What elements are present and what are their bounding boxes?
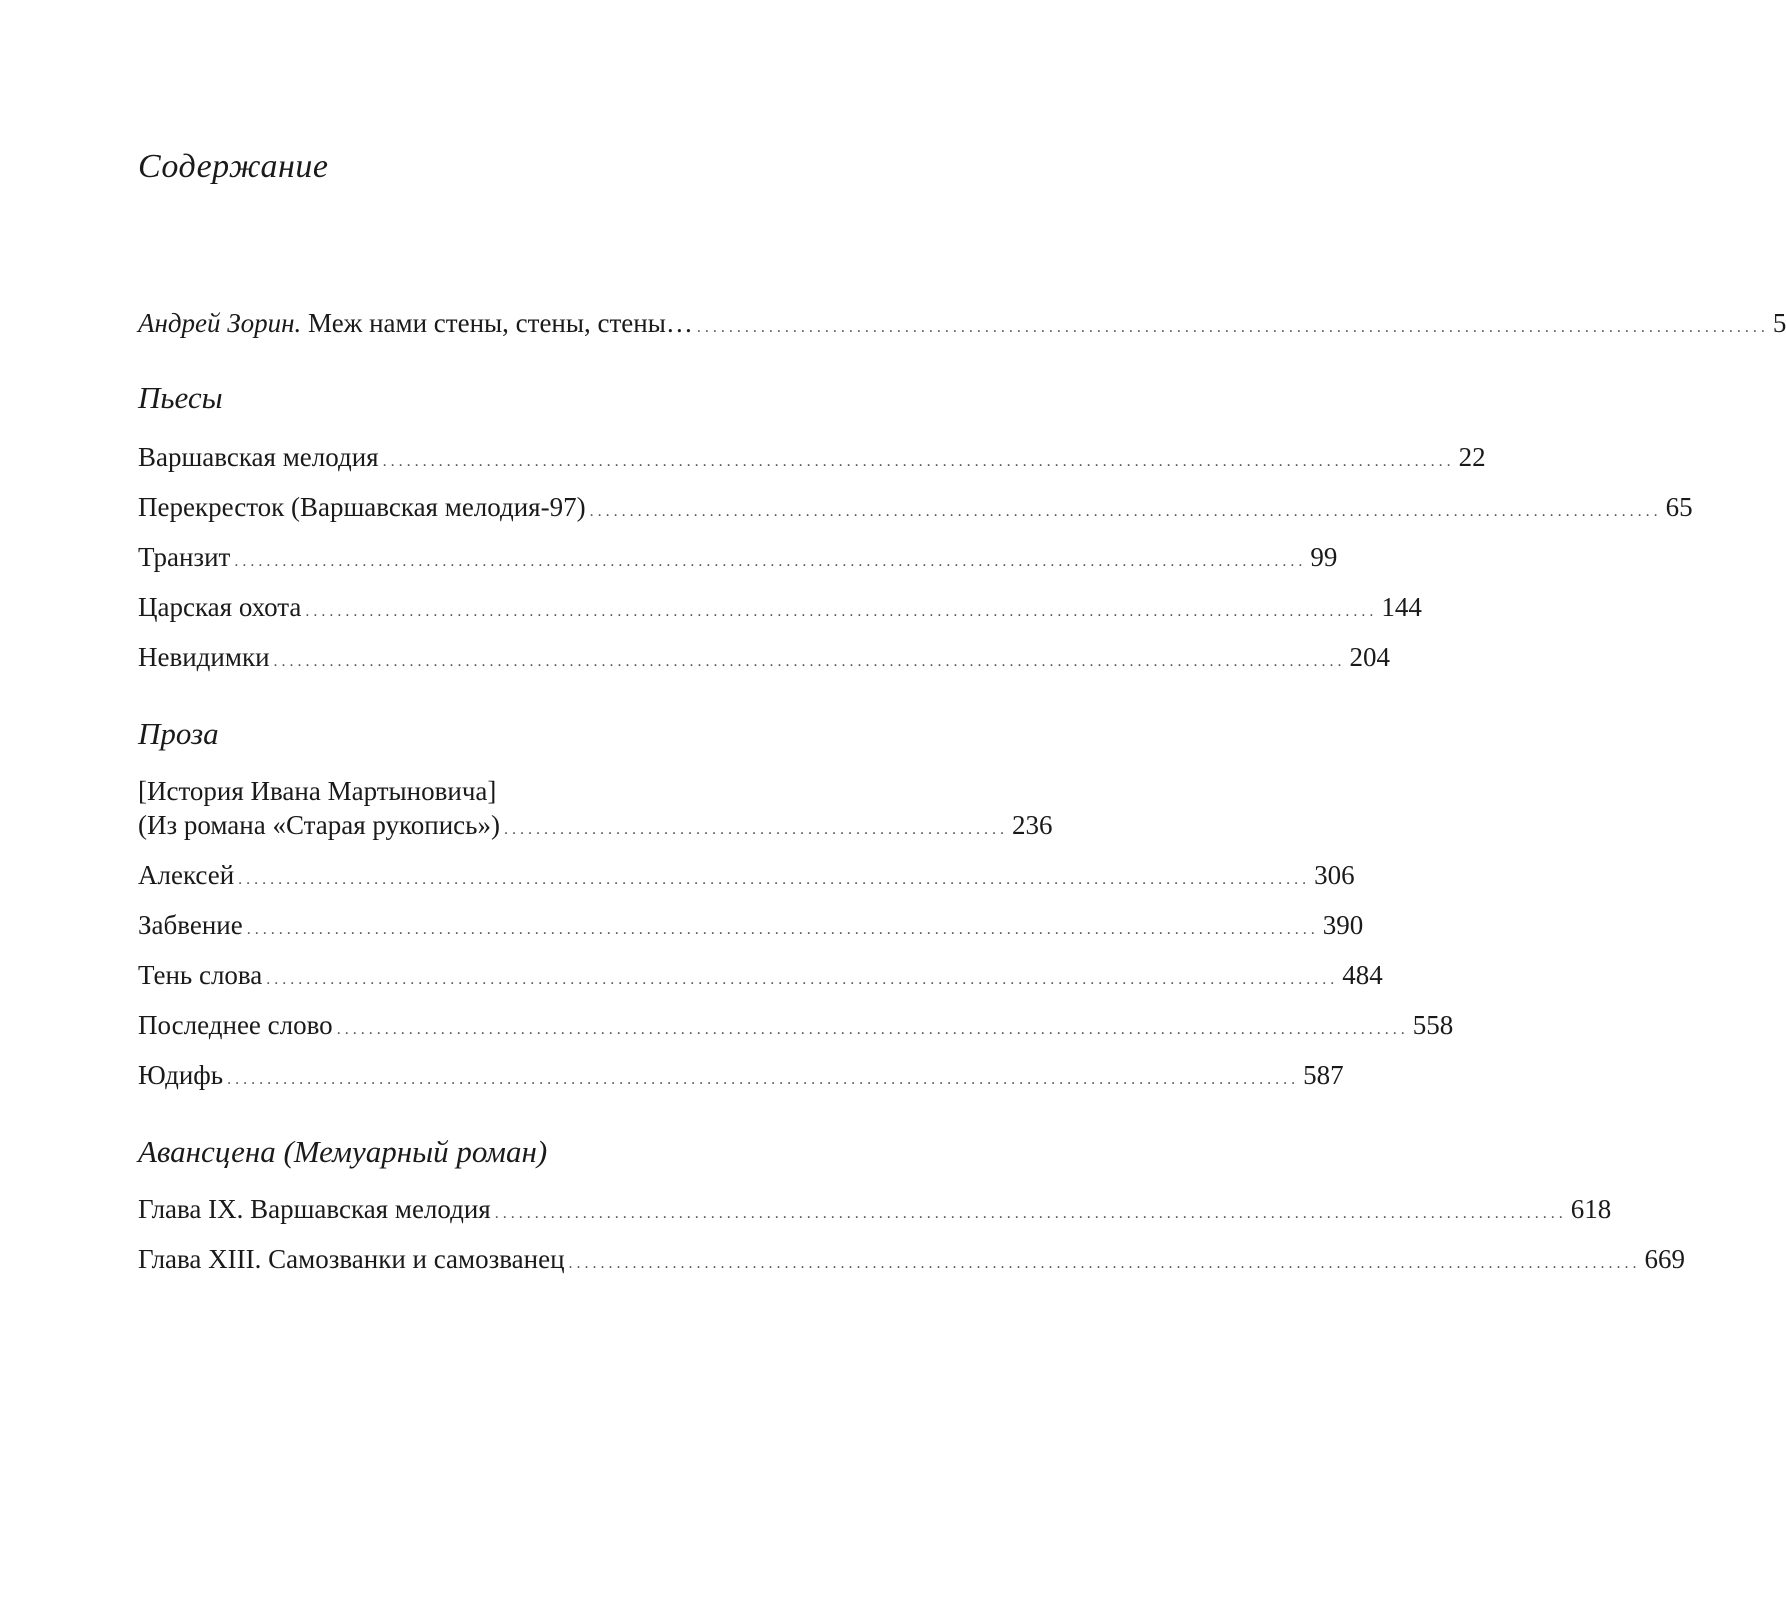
entry-label: Андрей Зорин. Меж нами стены, стены, стены…: [138, 308, 693, 338]
toc-entry[interactable]: [138, 908, 1364, 947]
dot-leader: [305, 595, 1373, 629]
entry-label: Транзит: [138, 542, 231, 572]
toc-entry[interactable]: [138, 440, 1486, 479]
dot-leader: . . . . . . . . . . . . . . . . . . . . . . . . . . . . . . . . . . . . . . . . . . . . . . . . . . . . . . . . . . . . . . .: [503, 821, 1004, 838]
entry-page: 144: [1381, 592, 1422, 622]
entry-author: Андрей Зорин.: [138, 308, 302, 338]
entry-page: 236: [1011, 810, 1053, 840]
page-title: Содержание: [138, 148, 329, 185]
entry-page: 99: [1310, 542, 1338, 572]
entry-label: Тень слова: [138, 960, 263, 990]
entry-page: 22: [1458, 442, 1486, 472]
entry-page: 587: [1303, 1060, 1344, 1090]
toc-entry[interactable]: [138, 858, 1355, 897]
entry-label: Последнее слово: [138, 1010, 333, 1040]
dot-leader: [234, 545, 1302, 579]
toc-entry[interactable]: [138, 1192, 1612, 1231]
entry-label: Невидимки: [138, 642, 270, 672]
entry-label-line1: [История Ивана Мартыновича]: [138, 776, 497, 806]
section-heading-memoir: Авансцена (Мемуарный роман): [138, 1134, 548, 1169]
toc-entry[interactable]: [138, 958, 1383, 997]
toc-entry-intro[interactable]: [138, 306, 1786, 345]
entry-label: Глава IX. Варшавская мелодия: [138, 1194, 491, 1224]
toc-entry[interactable]: [138, 1058, 1344, 1097]
entry-page: 558: [1412, 1010, 1454, 1040]
dot-leader: [383, 445, 1451, 479]
toc-entry-multiline[interactable]: [138, 774, 1053, 847]
dot-leader: [337, 1013, 1405, 1047]
dot-leader: [227, 1063, 1295, 1097]
entry-label: Перекресток (Варшавская мелодия-97): [138, 492, 586, 522]
toc-entry[interactable]: [138, 490, 1693, 529]
entry-label: Варшавская мелодия: [138, 442, 379, 472]
toc-entry[interactable]: [138, 640, 1391, 679]
entry-label: Глава XIII. Самозванки и самозванец: [138, 1244, 565, 1274]
entry-label-line2: (Из романа «Старая рукопись»): [138, 810, 500, 840]
entry-page: 306: [1314, 860, 1355, 890]
entry-label: Забвение: [138, 910, 243, 940]
toc-entry[interactable]: [138, 540, 1338, 579]
entry-page: 5: [1772, 308, 1786, 338]
entry-label: Юдифь: [138, 1060, 224, 1090]
section-heading-plays: Пьесы: [138, 380, 223, 415]
dot-leader: [238, 863, 1306, 897]
dot-leader: [266, 963, 1334, 997]
entry-page: 390: [1322, 910, 1364, 940]
section-heading-prose: Проза: [138, 716, 219, 751]
entry-page: 484: [1342, 960, 1383, 990]
entry-page: 618: [1570, 1194, 1612, 1224]
toc-entry[interactable]: [138, 590, 1422, 629]
entry-page: 669: [1644, 1244, 1686, 1274]
toc-entry[interactable]: [138, 1008, 1454, 1047]
entry-page: 65: [1665, 492, 1693, 522]
dot-leader: [274, 645, 1342, 679]
dot-leader: [590, 495, 1658, 529]
dot-leader: [569, 1247, 1637, 1281]
dot-leader: [495, 1197, 1563, 1231]
entry-label: Алексей: [138, 860, 235, 890]
toc-entry[interactable]: [138, 1242, 1686, 1281]
dot-leader: [247, 913, 1315, 947]
entry-label: Царская охота: [138, 592, 302, 622]
entry-page: 204: [1349, 642, 1391, 672]
dot-leader: [697, 311, 1765, 345]
